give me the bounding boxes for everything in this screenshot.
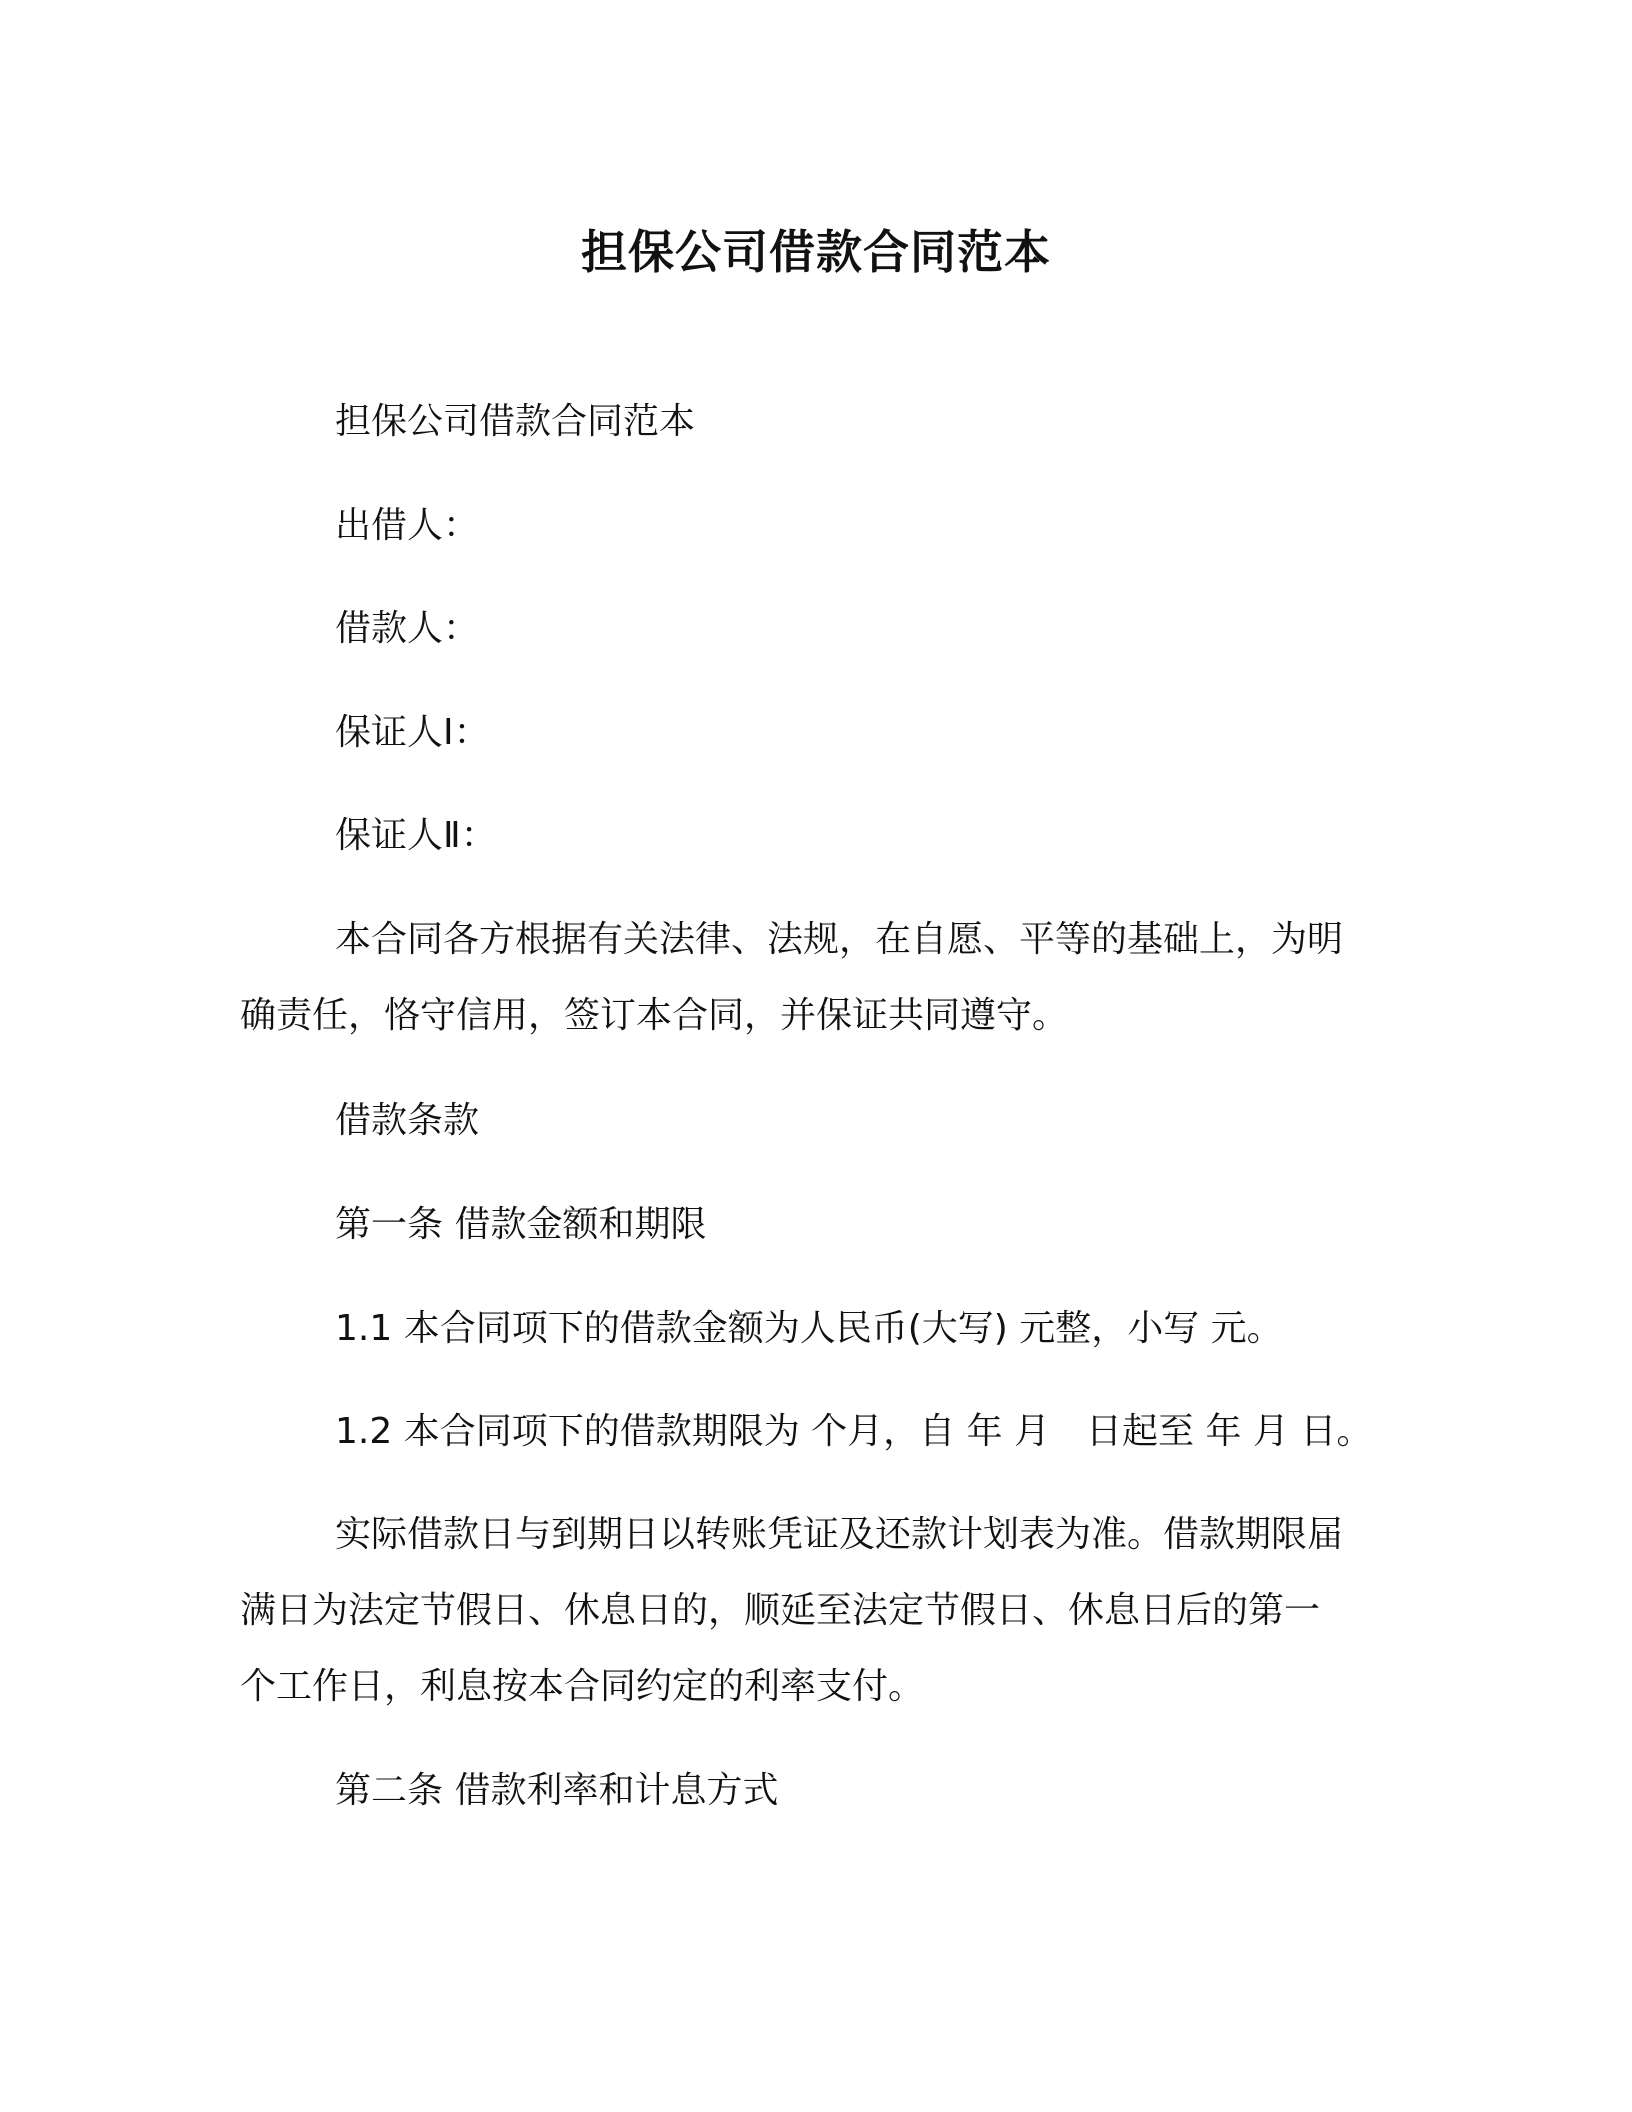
guarantor-1-field: 保证人Ⅰ：	[335, 712, 490, 753]
section-loan-terms: 借款条款	[335, 1100, 480, 1141]
contract-heading: 担保公司借款合同范本	[335, 401, 696, 442]
clause-1-2: 1.2 本合同项下的借款期限为 个月，自 年 月 日起至 年 月 日。	[335, 1411, 1373, 1452]
guarantor-2-field: 保证人Ⅱ：	[335, 815, 497, 856]
article-2-heading: 第二条 借款利率和计息方式	[335, 1770, 779, 1811]
document-title: 担保公司借款合同范本	[581, 225, 1051, 279]
actual-date-line-3: 个工作日，利息按本合同约定的利率支付。	[240, 1666, 925, 1707]
clause-1-1: 1.1 本合同项下的借款金额为人民币(大写) 元整，小写 元。	[335, 1308, 1283, 1349]
preamble-line-2: 确责任，恪守信用，签订本合同，并保证共同遵守。	[240, 995, 1069, 1036]
article-1-heading: 第一条 借款金额和期限	[335, 1204, 707, 1245]
actual-date-line-1: 实际借款日与到期日以转账凭证及还款计划表为准。借款期限届	[335, 1514, 1344, 1555]
preamble-line-1: 本合同各方根据有关法律、法规，在自愿、平等的基础上，为明	[335, 919, 1344, 960]
borrower-field: 借款人：	[335, 608, 480, 649]
lender-field: 出借人：	[335, 505, 480, 546]
actual-date-line-2: 满日为法定节假日、休息日的，顺延至法定节假日、休息日后的第一	[240, 1590, 1321, 1631]
